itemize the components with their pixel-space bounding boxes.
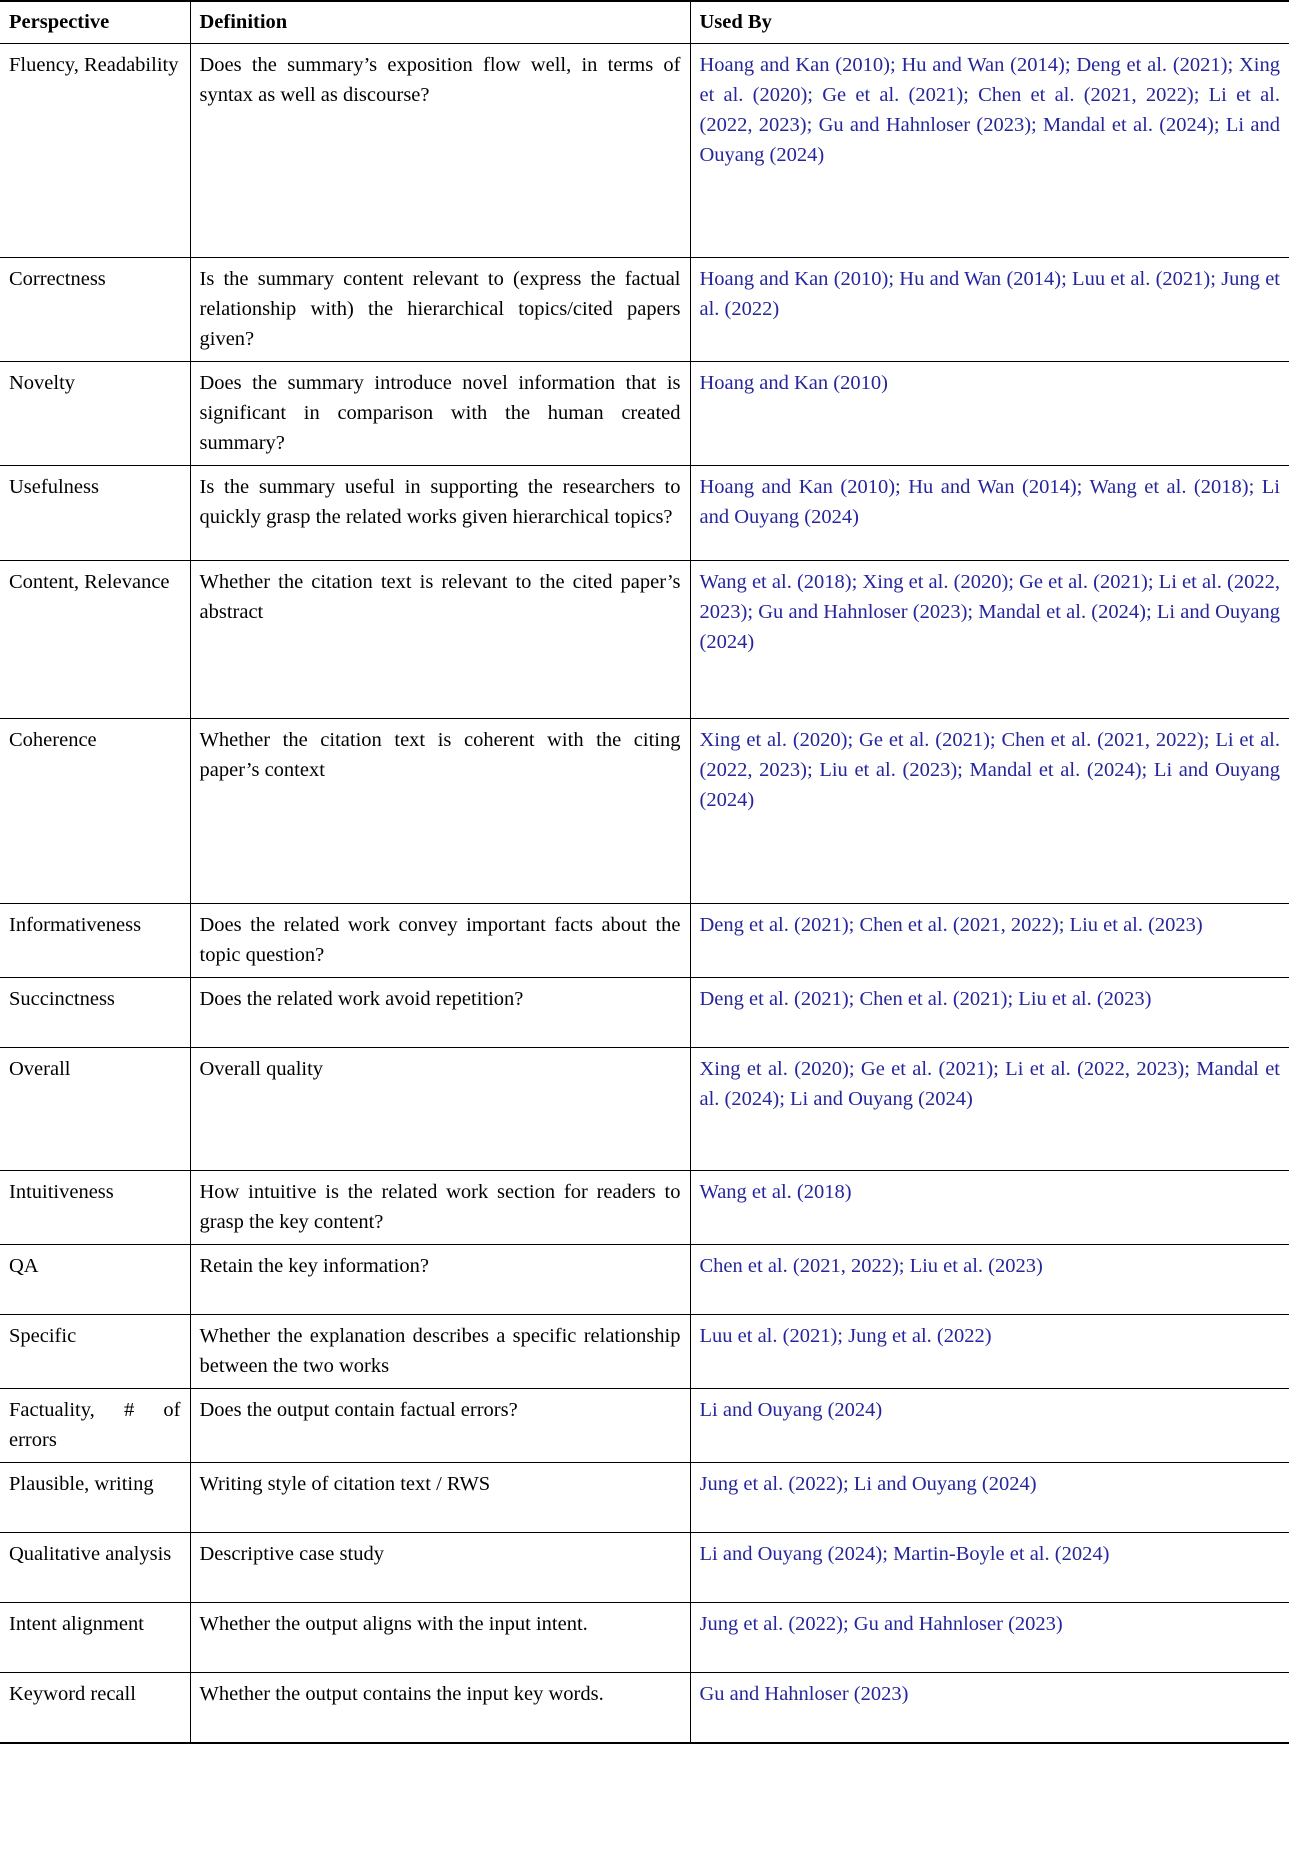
cell-used-by: Li and Ouyang (2024); Martin-Boyle et al. (2024) [690,1533,1289,1603]
table-row [0,1171,1289,1245]
cell-perspective: Overall [0,1048,190,1171]
cell-perspective: Specific [0,1315,190,1389]
cell-definition: Whether the explanation describes a specific relationship between the two works [190,1315,690,1389]
column-header-definition: Definition [190,1,690,44]
cell-used-by: Li and Ouyang (2024) [690,1389,1289,1463]
cell-perspective: Correctness [0,258,190,362]
table-row [0,362,1289,466]
cell-perspective: Content, Relevance [0,561,190,719]
cell-definition: Whether the citation text is coherent with the citing paper’s context [190,719,690,904]
cell-definition: Does the summary’s exposition flow well, in terms of syntax as well as discourse? [190,44,690,258]
table-row [0,466,1289,561]
table-row [0,258,1289,362]
cell-perspective: Intent alignment [0,1603,190,1673]
cell-definition: How intuitive is the related work section for readers to grasp the key content? [190,1171,690,1245]
table-row [0,1533,1289,1603]
table-row [0,1603,1289,1673]
table-row [0,1048,1289,1171]
cell-used-by: Hoang and Kan (2010); Hu and Wan (2014); Luu et al. (2021); Jung et al. (2022) [690,258,1289,362]
cell-perspective: Usefulness [0,466,190,561]
table-row [0,719,1289,904]
table-row [0,44,1289,258]
cell-perspective: Plausible, writing [0,1463,190,1533]
cell-used-by: Luu et al. (2021); Jung et al. (2022) [690,1315,1289,1389]
cell-perspective: Keyword recall [0,1673,190,1743]
cell-used-by: Hoang and Kan (2010); Hu and Wan (2014); Wang et al. (2018); Li and Ouyang (2024) [690,466,1289,561]
table-row [0,904,1289,978]
table-row [0,561,1289,719]
table-row [0,1673,1289,1743]
cell-definition: Does the summary introduce novel information that is significant in comparison with the human created summary? [190,362,690,466]
cell-used-by: Gu and Hahnloser (2023) [690,1673,1289,1743]
table-row [0,978,1289,1048]
table-row [0,1463,1289,1533]
cell-used-by: Jung et al. (2022); Gu and Hahnloser (2023) [690,1603,1289,1673]
cell-perspective: Coherence [0,719,190,904]
cell-definition: Is the summary content relevant to (express the factual relationship with) the hierarchical topics/cited papers given? [190,258,690,362]
cell-definition: Overall quality [190,1048,690,1171]
cell-perspective: Qualitative analysis [0,1533,190,1603]
cell-definition: Whether the output contains the input key words. [190,1673,690,1743]
cell-used-by: Hoang and Kan (2010); Hu and Wan (2014); Deng et al. (2021); Xing et al. (2020); Ge et al. (2021); Chen et al. (2021, 2022); Li et al. (2022, 2023); Gu and Hahnloser (2023); Mandal et al. (2024); Li and Ouyang (2024) [690,44,1289,258]
cell-definition: Whether the output aligns with the input intent. [190,1603,690,1673]
cell-perspective: Informativeness [0,904,190,978]
table-header-row [0,1,1289,44]
cell-definition: Descriptive case study [190,1533,690,1603]
cell-used-by: Xing et al. (2020); Ge et al. (2021); Chen et al. (2021, 2022); Li et al. (2022, 2023); Liu et al. (2023); Mandal et al. (2024); Li and Ouyang (2024) [690,719,1289,904]
table-header [0,1,1289,44]
cell-perspective: Succinctness [0,978,190,1048]
table-row [0,1389,1289,1463]
cell-definition: Writing style of citation text / RWS [190,1463,690,1533]
cell-used-by: Chen et al. (2021, 2022); Liu et al. (2023) [690,1245,1289,1315]
cell-definition: Does the output contain factual errors? [190,1389,690,1463]
cell-perspective: Factuality, # of errors [0,1389,190,1463]
cell-perspective: Intuitiveness [0,1171,190,1245]
cell-definition: Does the related work convey important facts about the topic question? [190,904,690,978]
cell-perspective: Novelty [0,362,190,466]
table-body [0,44,1289,1743]
cell-definition: Whether the citation text is relevant to the cited paper’s abstract [190,561,690,719]
column-header-used-by: Used By [690,1,1289,44]
cell-perspective: Fluency, Readability [0,44,190,258]
cell-definition: Is the summary useful in supporting the researchers to quickly grasp the related works given hierarchical topics? [190,466,690,561]
cell-used-by: Jung et al. (2022); Li and Ouyang (2024) [690,1463,1289,1533]
cell-used-by: Wang et al. (2018); Xing et al. (2020); Ge et al. (2021); Li et al. (2022, 2023); Gu and Hahnloser (2023); Mandal et al. (2024); Li and Ouyang (2024) [690,561,1289,719]
table-row [0,1315,1289,1389]
table-row [0,1245,1289,1315]
cell-used-by: Deng et al. (2021); Chen et al. (2021, 2022); Liu et al. (2023) [690,904,1289,978]
cell-used-by: Deng et al. (2021); Chen et al. (2021); Liu et al. (2023) [690,978,1289,1048]
cell-perspective: QA [0,1245,190,1315]
cell-used-by: Xing et al. (2020); Ge et al. (2021); Li et al. (2022, 2023); Mandal et al. (2024); Li and Ouyang (2024) [690,1048,1289,1171]
cell-definition: Retain the key information? [190,1245,690,1315]
cell-definition: Does the related work avoid repetition? [190,978,690,1048]
cell-used-by: Wang et al. (2018) [690,1171,1289,1245]
cell-used-by: Hoang and Kan (2010) [690,362,1289,466]
column-header-perspective: Perspective [0,1,190,44]
